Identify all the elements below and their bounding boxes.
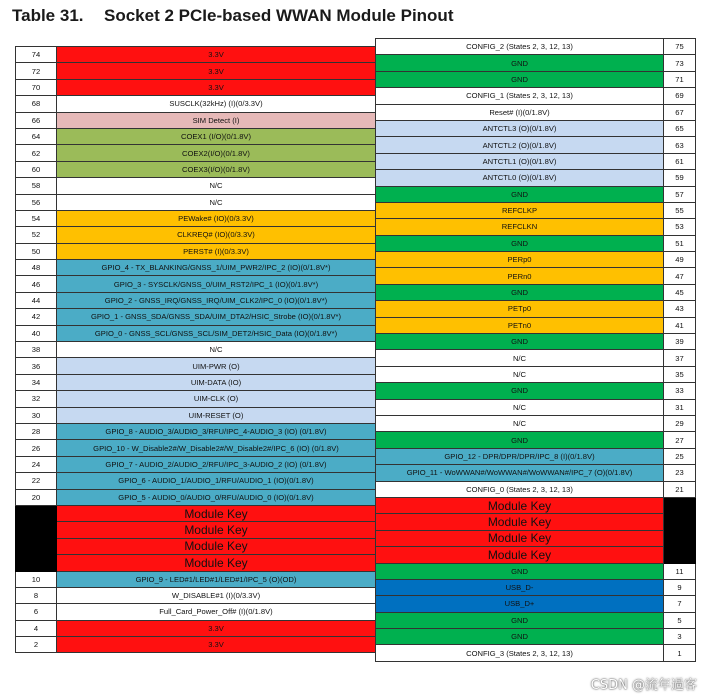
pin-number: 73 xyxy=(664,55,696,71)
table-row xyxy=(376,153,696,169)
signal-label: ANTCTL1 (O)(0/1.8V) xyxy=(376,153,664,169)
pin-number: 61 xyxy=(664,153,696,169)
signal-label: SIM Detect (I) xyxy=(57,112,376,128)
key-spacer xyxy=(16,505,57,521)
table-row xyxy=(376,186,696,202)
table-row xyxy=(16,587,376,603)
pin-number: 58 xyxy=(16,178,57,194)
table-row xyxy=(376,415,696,431)
signal-label: N/C xyxy=(376,399,664,415)
pin-number: 32 xyxy=(16,391,57,407)
table-row xyxy=(16,374,376,390)
table-row xyxy=(376,39,696,55)
pin-number: 23 xyxy=(664,465,696,481)
signal-label: COEX3(I/O)(0/1.8V) xyxy=(57,161,376,177)
pin-number: 8 xyxy=(16,587,57,603)
pin-number: 24 xyxy=(16,456,57,472)
pin-number: 69 xyxy=(664,88,696,104)
signal-label: N/C xyxy=(57,194,376,210)
table-row xyxy=(16,128,376,144)
pin-number: 29 xyxy=(664,415,696,431)
table-row xyxy=(376,301,696,317)
signal-label: CONFIG_0 (States 2, 3, 12, 13) xyxy=(376,481,664,497)
pin-number: 47 xyxy=(664,268,696,284)
module-key-cell: Module Key xyxy=(376,547,664,563)
pin-number: 62 xyxy=(16,145,57,161)
key-spacer xyxy=(664,530,696,546)
table-row xyxy=(376,202,696,218)
table-row xyxy=(376,317,696,333)
signal-label: GPIO_9 - LED#1/LED#1/LED#1/IPC_5 (O)(OD) xyxy=(57,571,376,587)
pin-number: 41 xyxy=(664,317,696,333)
table-row xyxy=(16,342,376,358)
table-row xyxy=(16,276,376,292)
table-row xyxy=(16,243,376,259)
pin-number: 22 xyxy=(16,473,57,489)
table-row xyxy=(16,522,376,538)
pin-number: 71 xyxy=(664,71,696,87)
signal-label: GPIO_11 - WoWWAN#/WoWWAN#/WoWWAN#/IPC_7 (O)(0/1.8V) xyxy=(376,465,664,481)
module-key-cell: Module Key xyxy=(376,530,664,546)
signal-label: SUSCLK(32kHz) (I)(0/3.3V) xyxy=(57,96,376,112)
signal-label: GPIO_7 - AUDIO_2/AUDIO_2/RFU/IPC_3-AUDIO_2 (IO) (0/1.8V) xyxy=(57,456,376,472)
pin-number: 63 xyxy=(664,137,696,153)
table-row xyxy=(16,47,376,63)
signal-label: REFCLKN xyxy=(376,219,664,235)
signal-label: GPIO_2 - GNSS_IRQ/GNSS_IRQ/UIM_CLK2/IPC_0 (IO)(0/1.8V*) xyxy=(57,292,376,308)
signal-label: 3.3V xyxy=(57,47,376,63)
signal-label: N/C xyxy=(376,415,664,431)
pin-number: 59 xyxy=(664,170,696,186)
table-row xyxy=(16,637,376,653)
table-row xyxy=(376,104,696,120)
signal-label: PEWake# (IO)(0/3.3V) xyxy=(57,210,376,226)
signal-label: GND xyxy=(376,186,664,202)
pin-number: 5 xyxy=(664,612,696,628)
pin-number: 9 xyxy=(664,579,696,595)
pin-number: 64 xyxy=(16,128,57,144)
signal-label: GPIO_12 - DPR/DPR/DPR/IPC_8 (I)(0/1.8V) xyxy=(376,448,664,464)
signal-label: GND xyxy=(376,284,664,300)
pin-number: 38 xyxy=(16,342,57,358)
table-row xyxy=(16,604,376,620)
pin-number: 68 xyxy=(16,96,57,112)
table-row xyxy=(376,383,696,399)
table-row xyxy=(376,219,696,235)
pin-number: 36 xyxy=(16,358,57,374)
signal-label: PETp0 xyxy=(376,301,664,317)
table-row xyxy=(376,334,696,350)
signal-label: GPIO_3 - SYSCLK/GNSS_0/UIM_RST2/IPC_1 (IO)(0/1.8V*) xyxy=(57,276,376,292)
table-row xyxy=(16,391,376,407)
pin-number: 6 xyxy=(16,604,57,620)
key-spacer xyxy=(16,555,57,571)
pin-number: 1 xyxy=(664,645,696,661)
table-row xyxy=(16,571,376,587)
signal-label: CLKREQ# (IO)(0/3.3V) xyxy=(57,227,376,243)
table-row xyxy=(16,505,376,521)
signal-label: GND xyxy=(376,334,664,350)
signal-label: UIM-DATA (IO) xyxy=(57,374,376,390)
signal-label: ANTCTL3 (O)(0/1.8V) xyxy=(376,120,664,136)
table-row xyxy=(376,612,696,628)
pin-number: 48 xyxy=(16,260,57,276)
table-row xyxy=(376,563,696,579)
table-row xyxy=(376,399,696,415)
table-row xyxy=(16,227,376,243)
signal-label: GND xyxy=(376,563,664,579)
pin-number: 52 xyxy=(16,227,57,243)
key-spacer xyxy=(664,547,696,563)
table-row xyxy=(376,71,696,87)
pin-number: 74 xyxy=(16,47,57,63)
table-row xyxy=(376,530,696,546)
table-row xyxy=(376,252,696,268)
table-row xyxy=(376,88,696,104)
table-row xyxy=(376,170,696,186)
signal-label: ANTCTL0 (O)(0/1.8V) xyxy=(376,170,664,186)
pin-number: 75 xyxy=(664,39,696,55)
table-row xyxy=(16,473,376,489)
signal-label: GPIO_8 - AUDIO_3/AUDIO_3/RFU/IPC_4-AUDIO_3 (IO) (0/1.8V) xyxy=(57,423,376,439)
table-row xyxy=(376,268,696,284)
signal-label: COEX1 (I/O)(0/1.8V) xyxy=(57,128,376,144)
table-title xyxy=(12,6,453,26)
pin-number: 49 xyxy=(664,252,696,268)
pin-number: 2 xyxy=(16,637,57,653)
pin-number: 3 xyxy=(664,629,696,645)
pin-number: 54 xyxy=(16,210,57,226)
table-row xyxy=(16,79,376,95)
signal-label: ANTCTL2 (O)(0/1.8V) xyxy=(376,137,664,153)
key-spacer xyxy=(664,497,696,513)
table-row xyxy=(16,555,376,571)
signal-label: PERST# (I)(0/3.3V) xyxy=(57,243,376,259)
signal-label: GPIO_6 - AUDIO_1/AUDIO_1/RFU/AUDIO_1 (IO)(0/1.8V) xyxy=(57,473,376,489)
signal-label: 3.3V xyxy=(57,63,376,79)
pin-number: 31 xyxy=(664,399,696,415)
table-row xyxy=(16,96,376,112)
signal-label: N/C xyxy=(376,366,664,382)
table-row xyxy=(376,497,696,513)
table-row xyxy=(16,145,376,161)
left-pinout-table xyxy=(15,46,376,653)
module-key-cell: Module Key xyxy=(57,555,376,571)
key-spacer xyxy=(664,514,696,530)
pin-number: 67 xyxy=(664,104,696,120)
table-row xyxy=(16,440,376,456)
table-row xyxy=(16,538,376,554)
signal-label: GND xyxy=(376,612,664,628)
table-row xyxy=(16,161,376,177)
table-row xyxy=(376,366,696,382)
pin-number: 57 xyxy=(664,186,696,202)
module-key-cell: Module Key xyxy=(57,538,376,554)
signal-label: GND xyxy=(376,432,664,448)
pin-number: 30 xyxy=(16,407,57,423)
pin-number: 51 xyxy=(664,235,696,251)
pin-number: 55 xyxy=(664,202,696,218)
signal-label: UIM-CLK (O) xyxy=(57,391,376,407)
pin-number: 65 xyxy=(664,120,696,136)
signal-label: GND xyxy=(376,383,664,399)
signal-label: REFCLKP xyxy=(376,202,664,218)
signal-label: CONFIG_3 (States 2, 3, 12, 13) xyxy=(376,645,664,661)
pin-number: 27 xyxy=(664,432,696,448)
table-row xyxy=(376,596,696,612)
table-row xyxy=(376,465,696,481)
pin-number: 66 xyxy=(16,112,57,128)
pin-number: 40 xyxy=(16,325,57,341)
signal-label: CONFIG_1 (States 2, 3, 12, 13) xyxy=(376,88,664,104)
table-row xyxy=(16,489,376,505)
signal-label: GND xyxy=(376,55,664,71)
pin-number: 45 xyxy=(664,284,696,300)
table-row xyxy=(376,120,696,136)
signal-label: N/C xyxy=(57,342,376,358)
table-row xyxy=(376,235,696,251)
signal-label: COEX2(I/O)(0/1.8V) xyxy=(57,145,376,161)
pin-number: 42 xyxy=(16,309,57,325)
signal-label: GPIO_10 - W_Disable2#/W_Disable2#/W_Disable2#/IPC_6 (IO) (0/1.8V) xyxy=(57,440,376,456)
table-row xyxy=(376,629,696,645)
signal-label: GND xyxy=(376,71,664,87)
table-row xyxy=(16,194,376,210)
signal-label: W_DISABLE#1 (I)(0/3.3V) xyxy=(57,587,376,603)
signal-label: USB_D+ xyxy=(376,596,664,612)
pin-number: 21 xyxy=(664,481,696,497)
table-number: Table 31. xyxy=(12,6,84,25)
pin-number: 26 xyxy=(16,440,57,456)
pin-number: 28 xyxy=(16,423,57,439)
signal-label: UIM-RESET (O) xyxy=(57,407,376,423)
table-row xyxy=(376,448,696,464)
table-caption: Socket 2 PCIe-based WWAN Module Pinout xyxy=(104,6,454,25)
signal-label: PETn0 xyxy=(376,317,664,333)
pin-number: 37 xyxy=(664,350,696,366)
pin-number: 70 xyxy=(16,79,57,95)
table-row xyxy=(376,350,696,366)
key-spacer xyxy=(16,538,57,554)
table-row xyxy=(376,579,696,595)
table-row xyxy=(376,284,696,300)
module-key-cell: Module Key xyxy=(376,497,664,513)
pin-number: 25 xyxy=(664,448,696,464)
table-row xyxy=(16,210,376,226)
module-key-cell: Module Key xyxy=(57,505,376,521)
table-row xyxy=(16,456,376,472)
signal-label: 3.3V xyxy=(57,637,376,653)
pin-number: 34 xyxy=(16,374,57,390)
pin-number: 20 xyxy=(16,489,57,505)
pin-number: 72 xyxy=(16,63,57,79)
watermark: CSDN @流年過客 xyxy=(590,678,697,693)
signal-label: 3.3V xyxy=(57,79,376,95)
table-row xyxy=(16,178,376,194)
signal-label: Full_Card_Power_Off# (I)(0/1.8V) xyxy=(57,604,376,620)
table-row xyxy=(16,309,376,325)
module-key-cell: Module Key xyxy=(376,514,664,530)
pin-number: 56 xyxy=(16,194,57,210)
signal-label: CONFIG_2 (States 2, 3, 12, 13) xyxy=(376,39,664,55)
pin-number: 33 xyxy=(664,383,696,399)
table-row xyxy=(16,423,376,439)
signal-label: GND xyxy=(376,235,664,251)
module-key-cell: Module Key xyxy=(57,522,376,538)
table-row xyxy=(376,481,696,497)
pin-number: 4 xyxy=(16,620,57,636)
pin-number: 44 xyxy=(16,292,57,308)
signal-label: PERn0 xyxy=(376,268,664,284)
signal-label: GPIO_5 - AUDIO_0/AUDIO_0/RFU/AUDIO_0 (IO)(0/1.8V) xyxy=(57,489,376,505)
pin-number: 11 xyxy=(664,563,696,579)
table-row xyxy=(16,112,376,128)
table-row xyxy=(16,260,376,276)
right-pinout-table xyxy=(375,38,696,662)
table-row xyxy=(16,292,376,308)
pin-number: 39 xyxy=(664,334,696,350)
table-row xyxy=(376,547,696,563)
table-row xyxy=(376,432,696,448)
table-row xyxy=(16,325,376,341)
pin-number: 43 xyxy=(664,301,696,317)
signal-label: N/C xyxy=(57,178,376,194)
signal-label: USB_D- xyxy=(376,579,664,595)
signal-label: GND xyxy=(376,629,664,645)
signal-label: UIM-PWR (O) xyxy=(57,358,376,374)
table-row xyxy=(16,63,376,79)
signal-label: GPIO_1 - GNSS_SDA/GNSS_SDA/UIM_DTA2/HSIC_Strobe (IO)(0/1.8V*) xyxy=(57,309,376,325)
signal-label: N/C xyxy=(376,350,664,366)
table-row xyxy=(16,358,376,374)
table-row xyxy=(376,137,696,153)
signal-label: PERp0 xyxy=(376,252,664,268)
signal-label: 3.3V xyxy=(57,620,376,636)
pin-number: 53 xyxy=(664,219,696,235)
pin-number: 50 xyxy=(16,243,57,259)
table-row xyxy=(16,620,376,636)
table-row xyxy=(376,514,696,530)
key-spacer xyxy=(16,522,57,538)
signal-label: GPIO_4 - TX_BLANKING/GNSS_1/UIM_PWR2/IPC_2 (IO)(0/1.8V*) xyxy=(57,260,376,276)
pin-number: 35 xyxy=(664,366,696,382)
table-row xyxy=(376,55,696,71)
table-row xyxy=(16,407,376,423)
pin-number: 60 xyxy=(16,161,57,177)
pin-number: 7 xyxy=(664,596,696,612)
signal-label: Reset# (I)(0/1.8V) xyxy=(376,104,664,120)
signal-label: GPIO_0 - GNSS_SCL/GNSS_SCL/SIM_DET2/HSIC_Data (IO)(0/1.8V*) xyxy=(57,325,376,341)
pin-number: 10 xyxy=(16,571,57,587)
pin-number: 46 xyxy=(16,276,57,292)
table-row xyxy=(376,645,696,661)
